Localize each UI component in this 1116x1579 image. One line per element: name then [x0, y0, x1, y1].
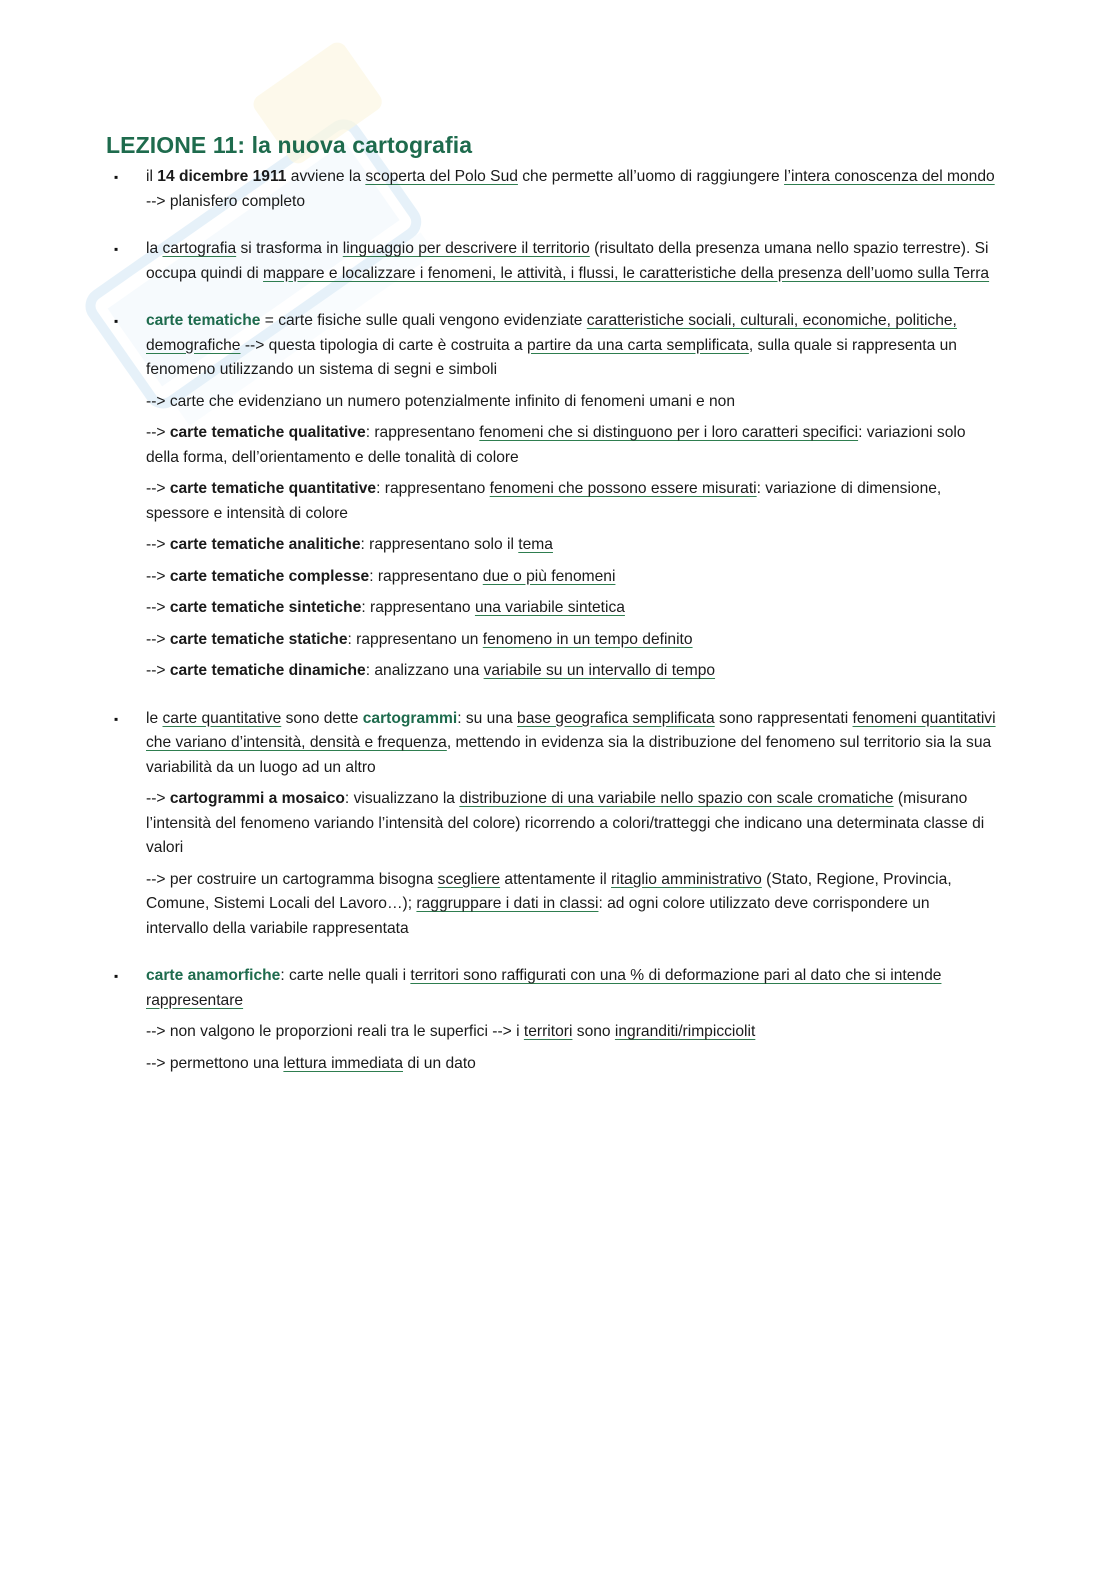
- sub-point: [146, 628, 996, 653]
- underlined-text: scoperta del Polo Sud: [365, 168, 518, 185]
- text: : rappresentano: [365, 424, 480, 441]
- text: --> permettono una: [146, 1054, 284, 1072]
- sub-point: [146, 421, 996, 470]
- sub-point: [146, 868, 996, 942]
- underlined-text: ritaglio amministrativo: [611, 870, 762, 888]
- bullet-marker: ▪: [114, 170, 119, 184]
- bold-term: carte tematiche dinamiche: [169, 662, 366, 679]
- sub-point: [146, 1052, 996, 1077]
- underlined-text: territori sono raffigurati con una % di deformazione pari al dato che si intende rappresentare: [146, 967, 942, 1009]
- text: di un dato: [403, 1054, 476, 1072]
- paragraph: [146, 237, 996, 286]
- bold-date: 14 dicembre 1911: [157, 168, 287, 185]
- text: --> planisfero completo: [146, 192, 306, 210]
- underlined-text: fenomeni quantitativi che variano d’intensità, densità e frequenza: [146, 709, 996, 751]
- bold-term: carte tematiche complesse: [169, 567, 370, 585]
- text: che permette all’uomo di raggiungere: [517, 168, 785, 185]
- bullet-marker: ▪: [114, 711, 119, 726]
- term: carte anamorfiche: [146, 967, 281, 984]
- text: sono dette: [281, 709, 363, 727]
- text: la: [146, 240, 163, 257]
- sub-point: [146, 659, 996, 684]
- text: : variazioni solo della forma, dell’orientamento e delle tonalità di colore: [146, 424, 966, 466]
- bold-term: cartogrammi a mosaico: [169, 790, 345, 807]
- text: : ad ogni colore utilizzato deve corrispondere un intervallo della variabile rappresentata: [146, 895, 930, 937]
- sub-point: [146, 533, 996, 558]
- sub-point: --> carte che evidenziano un numero potenzialmente infinito di fenomeni umani e non: [146, 392, 736, 410]
- text: : rappresentano solo il: [360, 536, 519, 553]
- arrow: -->: [146, 480, 170, 497]
- underlined-text: distribuzione di una variabile nello spazio con scale cromatiche: [459, 790, 894, 807]
- underlined-text: variabile su un intervallo di tempo: [483, 662, 716, 679]
- text: : rappresentano: [376, 480, 490, 497]
- arrow: -->: [146, 599, 170, 616]
- text: , mettendo in evidenza sia la distribuzione del fenomeno sul territorio sia la sua variabilità da un luogo ad un altro: [146, 734, 992, 776]
- text: , sulla quale si rappresenta un fenomeno utilizzando un sistema di segni e simboli: [146, 336, 957, 378]
- bold-term: carte tematiche statiche: [169, 630, 348, 648]
- text: (Stato, Regione, Provincia, Comune, Sistemi Locali del Lavoro…);: [146, 870, 952, 912]
- arrow: -->: [146, 424, 170, 441]
- arrow: -->: [146, 567, 170, 585]
- sub-point: [146, 565, 996, 590]
- bold-term: carte tematiche qualitative: [169, 424, 366, 441]
- text: le: [146, 709, 163, 727]
- text: : rappresentano un: [347, 630, 483, 648]
- bullet-marker: ▪: [114, 969, 119, 983]
- bold-term: carte tematiche analitiche: [169, 536, 361, 553]
- text: (risultato della presenza umana nello spazio terrestre). Si occupa quindi di: [146, 240, 989, 282]
- underlined-text: fenomeni che si distinguono per i loro caratteri specifici: [479, 424, 859, 441]
- text: avviene la: [286, 168, 366, 185]
- underlined-text: territori: [523, 1023, 573, 1040]
- underlined-text: scegliere: [437, 870, 501, 888]
- underlined-text: l’intera conoscenza del mondo: [784, 168, 995, 185]
- term: carte tematiche: [146, 312, 261, 329]
- paragraph: [146, 309, 996, 383]
- sub-point: [146, 1020, 996, 1045]
- sub-point: [146, 596, 996, 621]
- underlined-text: caratteristiche sociali, culturali, economiche, politiche, demografiche: [146, 312, 957, 354]
- text: il: [146, 168, 158, 185]
- underlined-text: linguaggio per descrivere il territorio: [342, 240, 590, 257]
- bold-term: carte tematiche quantitative: [169, 480, 377, 497]
- bullet-carte-anamorfiche: [106, 964, 996, 1076]
- text: : su una: [457, 709, 518, 727]
- underlined-text: mappare e localizzare i fenomeni, le attività, i flussi, le caratteristiche della presenza dell’uomo sulla Terra: [263, 264, 990, 282]
- underlined-text: due o più fenomeni: [482, 567, 616, 585]
- underlined-text: cartografia: [162, 240, 237, 257]
- underlined-text: carte quantitative: [162, 709, 282, 727]
- paragraph: [146, 707, 996, 781]
- page-title: LEZIONE 11: la nuova cartografia: [106, 132, 473, 158]
- text: si trasforma in: [236, 240, 343, 257]
- arrow: -->: [146, 536, 170, 553]
- underlined-text: tema: [518, 536, 553, 553]
- text: --> non valgono le proporzioni reali tra le superfici --> i: [146, 1023, 524, 1040]
- bullet-polo-sud: [106, 165, 996, 214]
- text: : visualizzano la: [344, 790, 460, 807]
- arrow: -->: [146, 790, 170, 807]
- text: (misurano l’intensità del fenomeno variando l’intensità del colore) ricorrendo a colori/tratteggi che indicano una determinata classe di valori: [146, 790, 985, 856]
- sub-point: [146, 787, 996, 861]
- underlined-text: fenomeni che possono essere misurati: [489, 480, 757, 497]
- text: --> questa tipologia di carte è costruita a: [240, 336, 527, 354]
- arrow: -->: [146, 662, 170, 679]
- document-body: [106, 132, 996, 1099]
- underlined-text: fenomeno in un tempo definito: [482, 630, 693, 648]
- text: attentamente il: [500, 870, 612, 888]
- text: : rappresentano: [361, 599, 475, 616]
- bullet-marker: ▪: [114, 242, 119, 256]
- bullet-cartogrammi: [106, 707, 996, 942]
- sub-point: [146, 477, 996, 526]
- term: cartogrammi: [362, 709, 458, 727]
- text: sono: [572, 1023, 615, 1040]
- text: --> per costruire un cartogramma bisogna: [146, 870, 438, 888]
- bold-term: carte tematiche sintetiche: [169, 599, 362, 616]
- underlined-text: lettura immediata: [283, 1054, 403, 1072]
- underlined-text: partire da una carta semplificata: [526, 336, 749, 354]
- underlined-text: ingranditi/rimpicciolit: [614, 1023, 756, 1040]
- underlined-text: una variabile sintetica: [474, 599, 625, 616]
- underlined-text: raggruppare i dati in classi: [416, 895, 599, 912]
- paragraph: [146, 964, 996, 1013]
- text: : rappresentano: [369, 567, 483, 585]
- arrow: -->: [146, 630, 170, 648]
- text: = carte fisiche sulle quali vengono evidenziate: [260, 312, 587, 329]
- text: sono rappresentati: [714, 709, 853, 727]
- bullet-marker: ▪: [114, 314, 119, 328]
- text: : carte nelle quali i: [280, 967, 411, 984]
- underlined-text: base geografica semplificata: [517, 709, 715, 727]
- bullet-cartografia: [106, 237, 996, 286]
- text: : analizzano una: [365, 662, 484, 679]
- paragraph: [146, 165, 996, 214]
- bullet-carte-tematiche: [106, 309, 996, 684]
- text: : variazione di dimensione, spessore e intensità di colore: [146, 480, 942, 522]
